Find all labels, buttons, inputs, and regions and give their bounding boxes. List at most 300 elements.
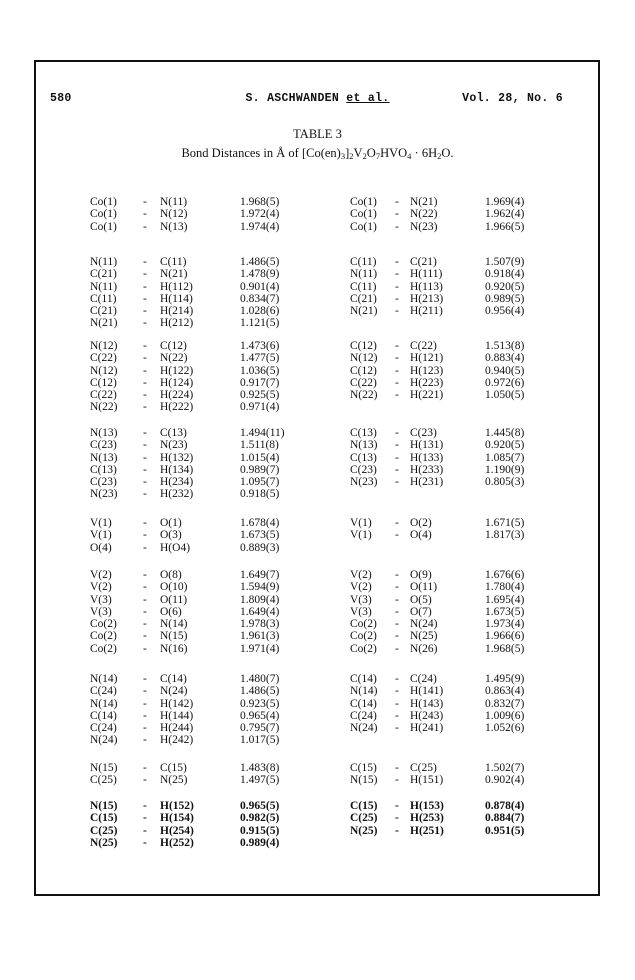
- table-cell: C(12): [350, 340, 377, 352]
- table-cell: H(253): [410, 812, 444, 825]
- table-row: [0, 439, 635, 451]
- table-cell: 0.951(5): [485, 824, 525, 837]
- table-cell: O(6): [160, 605, 182, 618]
- table-cell: H(123): [410, 364, 444, 377]
- table-cell: H(251): [410, 824, 444, 837]
- table-cell: 0.884(7): [485, 812, 525, 825]
- table-cell: N(23): [90, 488, 118, 501]
- table-cell: 1.502(7): [485, 762, 525, 774]
- table-row: [0, 365, 635, 377]
- table-cell: 1.507(9): [485, 256, 525, 268]
- table-cell: -: [143, 630, 147, 643]
- table-cell: H(211): [410, 305, 443, 318]
- table-cell: -: [143, 305, 147, 318]
- table-section: [0, 517, 635, 554]
- table-cell: 0.965(5): [240, 800, 280, 812]
- table-cell: 0.915(5): [240, 824, 280, 837]
- table-cell: H(153): [410, 800, 444, 812]
- table-cell: H(142): [160, 697, 194, 710]
- table-cell: -: [143, 364, 147, 377]
- table-cell: N(23): [410, 220, 438, 233]
- table-cell: C(25): [410, 762, 437, 774]
- table-cell: Co(2): [90, 630, 117, 643]
- table-row: [0, 569, 635, 581]
- table-cell: -: [395, 268, 399, 281]
- table-cell: 0.901(4): [240, 280, 280, 293]
- table-cell: C(13): [350, 427, 377, 439]
- table-cell: -: [395, 673, 399, 685]
- table-cell: 1.649(7): [240, 569, 280, 581]
- table-cell: Co(2): [350, 630, 377, 643]
- table-cell: N(14): [90, 673, 118, 685]
- table-cell: -: [395, 762, 399, 774]
- table-cell: N(21): [410, 196, 438, 208]
- table-cell: 1.036(5): [240, 364, 280, 377]
- table-section: [0, 762, 635, 787]
- table-row: [0, 837, 635, 849]
- table-cell: -: [143, 800, 147, 812]
- table-row: [0, 630, 635, 642]
- table-cell: H(121): [410, 352, 444, 365]
- table-cell: 1.968(5): [485, 642, 525, 655]
- table-cell: 0.972(6): [485, 376, 525, 389]
- table-cell: -: [395, 196, 399, 208]
- table-cell: C(14): [90, 709, 117, 722]
- table-section: [0, 673, 635, 747]
- table-cell: 0.795(7): [240, 722, 280, 735]
- table-cell: N(26): [410, 642, 438, 655]
- table-cell: Co(1): [90, 208, 117, 221]
- table-cell: Co(1): [350, 220, 377, 233]
- table-cell: H(241): [410, 722, 444, 735]
- table-cell: C(25): [90, 774, 117, 787]
- table-cell: H(212): [160, 317, 194, 330]
- table-cell: Co(2): [90, 642, 117, 655]
- table-row: [0, 427, 635, 439]
- table-cell: C(15): [90, 812, 118, 825]
- table-cell: H(232): [160, 488, 194, 501]
- table-cell: 1.974(4): [240, 220, 280, 233]
- table-cell: -: [143, 517, 147, 529]
- table-cell: N(12): [160, 208, 188, 221]
- table-cell: 1.486(5): [240, 256, 280, 268]
- table-cell: H(O4): [160, 541, 191, 554]
- table-cell: C(21): [90, 305, 117, 318]
- table-cell: C(15): [160, 762, 187, 774]
- table-cell: H(234): [160, 476, 194, 489]
- table-row: [0, 377, 635, 389]
- table-section: [0, 427, 635, 501]
- table-cell: 1.678(4): [240, 517, 280, 529]
- table-cell: C(24): [410, 673, 437, 685]
- table-cell: N(22): [90, 401, 118, 414]
- table-row: [0, 594, 635, 606]
- table-cell: H(113): [410, 280, 443, 293]
- table-cell: 0.923(5): [240, 697, 280, 710]
- table-cell: H(141): [410, 685, 444, 698]
- table-cell: N(24): [160, 685, 188, 698]
- table-cell: -: [143, 389, 147, 402]
- table-cell: H(231): [410, 476, 444, 489]
- table-cell: H(243): [410, 709, 444, 722]
- table-cell: 0.989(4): [240, 836, 280, 849]
- table-cell: C(23): [410, 427, 437, 439]
- table-cell: H(233): [410, 463, 444, 476]
- table-cell: N(12): [350, 352, 378, 365]
- table-cell: -: [143, 581, 147, 594]
- table-cell: C(14): [350, 673, 377, 685]
- table-cell: H(134): [160, 463, 194, 476]
- table-cell: 1.695(4): [485, 593, 525, 606]
- table-cell: -: [143, 280, 147, 293]
- table-cell: -: [143, 352, 147, 365]
- table-cell: -: [395, 517, 399, 529]
- table-cell: -: [395, 618, 399, 631]
- table-cell: -: [143, 762, 147, 774]
- table-cell: C(23): [90, 476, 117, 489]
- table-cell: O(7): [410, 605, 432, 618]
- table-cell: -: [143, 208, 147, 221]
- table-cell: 1.095(7): [240, 476, 280, 489]
- table-cell: -: [395, 305, 399, 318]
- table-cell: C(22): [90, 352, 117, 365]
- table-cell: -: [395, 451, 399, 464]
- table-row: [0, 517, 635, 529]
- table-cell: 0.918(4): [485, 268, 525, 281]
- table-cell: 0.989(5): [485, 292, 525, 305]
- table-cell: O(1): [160, 517, 182, 529]
- table-cell: N(21): [350, 305, 378, 318]
- table-cell: O(9): [410, 569, 432, 581]
- table-cell: N(15): [90, 762, 118, 774]
- table-cell: -: [395, 630, 399, 643]
- table-cell: 1.594(9): [240, 581, 280, 594]
- table-cell: C(22): [410, 340, 437, 352]
- table-cell: V(2): [90, 569, 112, 581]
- table-cell: 1.483(8): [240, 762, 280, 774]
- table-cell: 0.971(4): [240, 401, 280, 414]
- table-cell: O(10): [160, 581, 188, 594]
- table-cell: -: [143, 488, 147, 501]
- table-cell: V(1): [350, 529, 372, 542]
- table-cell: -: [143, 268, 147, 281]
- table-cell: H(221): [410, 389, 444, 402]
- table-cell: -: [395, 709, 399, 722]
- table-cell: N(13): [90, 427, 118, 439]
- table-cell: 1.445(8): [485, 427, 525, 439]
- table-cell: 0.956(4): [485, 305, 525, 318]
- table-cell: O(11): [160, 593, 188, 606]
- table-cell: 1.495(9): [485, 673, 525, 685]
- table-cell: -: [143, 427, 147, 439]
- table-cell: 1.017(5): [240, 734, 280, 747]
- table-row: [0, 268, 635, 280]
- table-cell: 0.889(3): [240, 541, 280, 554]
- table-cell: 0.902(4): [485, 774, 525, 787]
- table-section: [0, 256, 635, 330]
- table-cell: C(14): [350, 697, 377, 710]
- table-cell: 1.477(5): [240, 352, 280, 365]
- table-cell: N(14): [160, 618, 188, 631]
- authors: S. ASCHWANDEN: [245, 92, 340, 105]
- table-cell: N(13): [90, 451, 118, 464]
- table-cell: N(11): [160, 196, 188, 208]
- table-row: [0, 293, 635, 305]
- table-cell: H(144): [160, 709, 194, 722]
- table-cell: -: [143, 824, 147, 837]
- table-cell: -: [395, 476, 399, 489]
- table-cell: 0.834(7): [240, 292, 280, 305]
- table-cell: O(4): [410, 529, 432, 542]
- table-cell: -: [143, 463, 147, 476]
- table-row: [0, 256, 635, 268]
- table-cell: N(15): [160, 630, 188, 643]
- table-cell: -: [143, 709, 147, 722]
- table-cell: Co(2): [350, 642, 377, 655]
- table-cell: 0.917(7): [240, 376, 280, 389]
- table-row: [0, 305, 635, 317]
- table-cell: H(112): [160, 280, 193, 293]
- table-cell: N(11): [90, 280, 118, 293]
- table-cell: 1.009(6): [485, 709, 525, 722]
- table-cell: -: [395, 685, 399, 698]
- table-cell: N(12): [90, 340, 118, 352]
- table-cell: H(224): [160, 389, 194, 402]
- table-cell: 0.989(7): [240, 463, 280, 476]
- table-cell: H(252): [160, 836, 194, 849]
- table-row: [0, 542, 635, 554]
- table-cell: 1.966(5): [485, 220, 525, 233]
- table-cell: V(2): [350, 581, 372, 594]
- table-cell: -: [395, 256, 399, 268]
- table-section: [0, 800, 635, 849]
- table-cell: 1.978(3): [240, 618, 280, 631]
- table-cell: -: [143, 340, 147, 352]
- table-row: [0, 281, 635, 293]
- table-cell: 1.809(4): [240, 593, 280, 606]
- table-cell: -: [143, 812, 147, 825]
- table-cell: 1.513(8): [485, 340, 525, 352]
- table-cell: V(2): [90, 581, 112, 594]
- table-cell: -: [143, 569, 147, 581]
- table-cell: C(24): [90, 685, 117, 698]
- table-row: [0, 529, 635, 541]
- table-cell: C(21): [90, 268, 117, 281]
- table-cell: O(8): [160, 569, 182, 581]
- table-row: [0, 734, 635, 746]
- table-row: [0, 825, 635, 837]
- table-row: [0, 618, 635, 630]
- table-cell: 1.962(4): [485, 208, 525, 221]
- table-cell: H(133): [410, 451, 444, 464]
- table-cell: H(242): [160, 734, 194, 747]
- table-cell: H(154): [160, 812, 194, 825]
- table-cell: 1.497(5): [240, 774, 280, 787]
- table-cell: C(21): [350, 292, 377, 305]
- table-cell: -: [143, 541, 147, 554]
- table-row: [0, 488, 635, 500]
- table-cell: 1.121(5): [240, 317, 280, 330]
- table-cell: N(24): [350, 722, 378, 735]
- table-cell: -: [395, 280, 399, 293]
- table-cell: N(11): [350, 268, 378, 281]
- table-cell: N(24): [410, 618, 438, 631]
- table-cell: N(25): [410, 630, 438, 643]
- table-cell: 1.478(9): [240, 268, 280, 281]
- table-cell: O(11): [410, 581, 438, 594]
- table-row: [0, 581, 635, 593]
- table-cell: N(13): [160, 220, 188, 233]
- table-cell: N(24): [90, 734, 118, 747]
- table-cell: C(15): [350, 762, 377, 774]
- table-cell: N(23): [350, 476, 378, 489]
- table-cell: -: [143, 292, 147, 305]
- table-cell: C(24): [350, 709, 377, 722]
- table-cell: 0.965(4): [240, 709, 280, 722]
- table-cell: -: [143, 605, 147, 618]
- table-cell: -: [395, 605, 399, 618]
- table-cell: -: [143, 317, 147, 330]
- table-cell: N(22): [410, 208, 438, 221]
- table-cell: N(25): [160, 774, 188, 787]
- table-cell: H(131): [410, 439, 444, 452]
- table-cell: N(12): [90, 364, 118, 377]
- table-cell: 1.015(4): [240, 451, 280, 464]
- table-cell: 0.863(4): [485, 685, 525, 698]
- table-cell: C(24): [90, 722, 117, 735]
- table-cell: O(3): [160, 529, 182, 542]
- table-row: [0, 710, 635, 722]
- table-cell: C(11): [350, 256, 377, 268]
- table-cell: -: [143, 836, 147, 849]
- table-cell: -: [395, 529, 399, 542]
- table-cell: N(14): [350, 685, 378, 698]
- table-cell: -: [143, 673, 147, 685]
- table-row: [0, 464, 635, 476]
- table-caption: Bond Distances in Å of $[Co(en)_3]_2V_2O_7HVO_4 \cdot 6H_2O$.: [181, 146, 454, 161]
- table-cell: 1.968(5): [240, 196, 280, 208]
- table-cell: 1.673(5): [240, 529, 280, 542]
- table-cell: 0.925(5): [240, 389, 280, 402]
- page-number: 580: [50, 92, 72, 105]
- table-cell: H(244): [160, 722, 194, 735]
- table-cell: 1.676(6): [485, 569, 525, 581]
- table-cell: 0.918(5): [240, 488, 280, 501]
- table-cell: -: [143, 593, 147, 606]
- table-cell: 1.494(11): [240, 427, 285, 439]
- table-cell: N(15): [350, 774, 378, 787]
- table-cell: -: [395, 208, 399, 221]
- table-cell: C(23): [350, 463, 377, 476]
- table-cell: 1.961(3): [240, 630, 280, 643]
- table-cell: -: [395, 220, 399, 233]
- table-cell: C(11): [90, 292, 117, 305]
- table-cell: -: [395, 376, 399, 389]
- table-cell: -: [395, 292, 399, 305]
- table-cell: O(5): [410, 593, 432, 606]
- table-cell: 1.973(4): [485, 618, 525, 631]
- table-cell: 1.671(5): [485, 517, 525, 529]
- table-cell: H(114): [160, 292, 193, 305]
- table-row: [0, 389, 635, 401]
- table-row: [0, 685, 635, 697]
- table-row: [0, 643, 635, 655]
- table-cell: C(12): [90, 376, 117, 389]
- table-cell: N(21): [90, 317, 118, 330]
- table-cell: C(22): [350, 376, 377, 389]
- table-cell: -: [395, 364, 399, 377]
- table-section: [0, 569, 635, 655]
- table-cell: 1.486(5): [240, 685, 280, 698]
- table-cell: 1.972(4): [240, 208, 280, 221]
- table-cell: -: [143, 734, 147, 747]
- table-row: [0, 221, 635, 233]
- table-cell: H(222): [160, 401, 194, 414]
- table-cell: Co(1): [350, 208, 377, 221]
- table-cell: O(2): [410, 517, 432, 529]
- table-row: [0, 722, 635, 734]
- table-cell: -: [143, 220, 147, 233]
- table-cell: -: [143, 476, 147, 489]
- table-cell: Co(1): [90, 220, 117, 233]
- table-cell: 0.940(5): [485, 364, 525, 377]
- table-cell: H(152): [160, 800, 194, 812]
- table-cell: C(13): [350, 451, 377, 464]
- table-cell: 0.920(5): [485, 439, 525, 452]
- table-cell: H(124): [160, 376, 194, 389]
- table-cell: V(3): [90, 605, 112, 618]
- table-cell: V(3): [90, 593, 112, 606]
- table-cell: Co(2): [350, 618, 377, 631]
- table-cell: -: [395, 581, 399, 594]
- table-section: [0, 196, 635, 233]
- table-cell: N(22): [350, 389, 378, 402]
- table-cell: 0.805(3): [485, 476, 525, 489]
- table-row: [0, 774, 635, 786]
- table-title: TABLE 3: [293, 127, 342, 141]
- table-cell: 1.511(8): [240, 439, 279, 452]
- table-cell: -: [395, 340, 399, 352]
- table-cell: -: [143, 256, 147, 268]
- table-cell: N(13): [350, 439, 378, 452]
- table-row: [0, 812, 635, 824]
- table-row: [0, 673, 635, 685]
- table-cell: -: [143, 401, 147, 414]
- table-cell: N(21): [160, 268, 188, 281]
- table-cell: -: [395, 812, 399, 825]
- table-cell: -: [395, 427, 399, 439]
- table-cell: C(12): [160, 340, 187, 352]
- table-cell: H(132): [160, 451, 194, 464]
- table-cell: H(122): [160, 364, 194, 377]
- table-cell: -: [395, 642, 399, 655]
- table-row: [0, 762, 635, 774]
- table-cell: 0.982(5): [240, 812, 280, 825]
- table-cell: 1.673(5): [485, 605, 525, 618]
- table-cell: -: [395, 569, 399, 581]
- table-cell: -: [395, 722, 399, 735]
- table-cell: H(213): [410, 292, 444, 305]
- table-cell: N(14): [90, 697, 118, 710]
- table-cell: H(111): [410, 268, 443, 281]
- table-cell: -: [143, 722, 147, 735]
- table-cell: C(11): [350, 280, 377, 293]
- table-cell: 1.649(4): [240, 605, 280, 618]
- table-cell: C(14): [160, 673, 187, 685]
- table-cell: -: [143, 376, 147, 389]
- table-cell: O(4): [90, 541, 112, 554]
- table-cell: V(1): [350, 517, 372, 529]
